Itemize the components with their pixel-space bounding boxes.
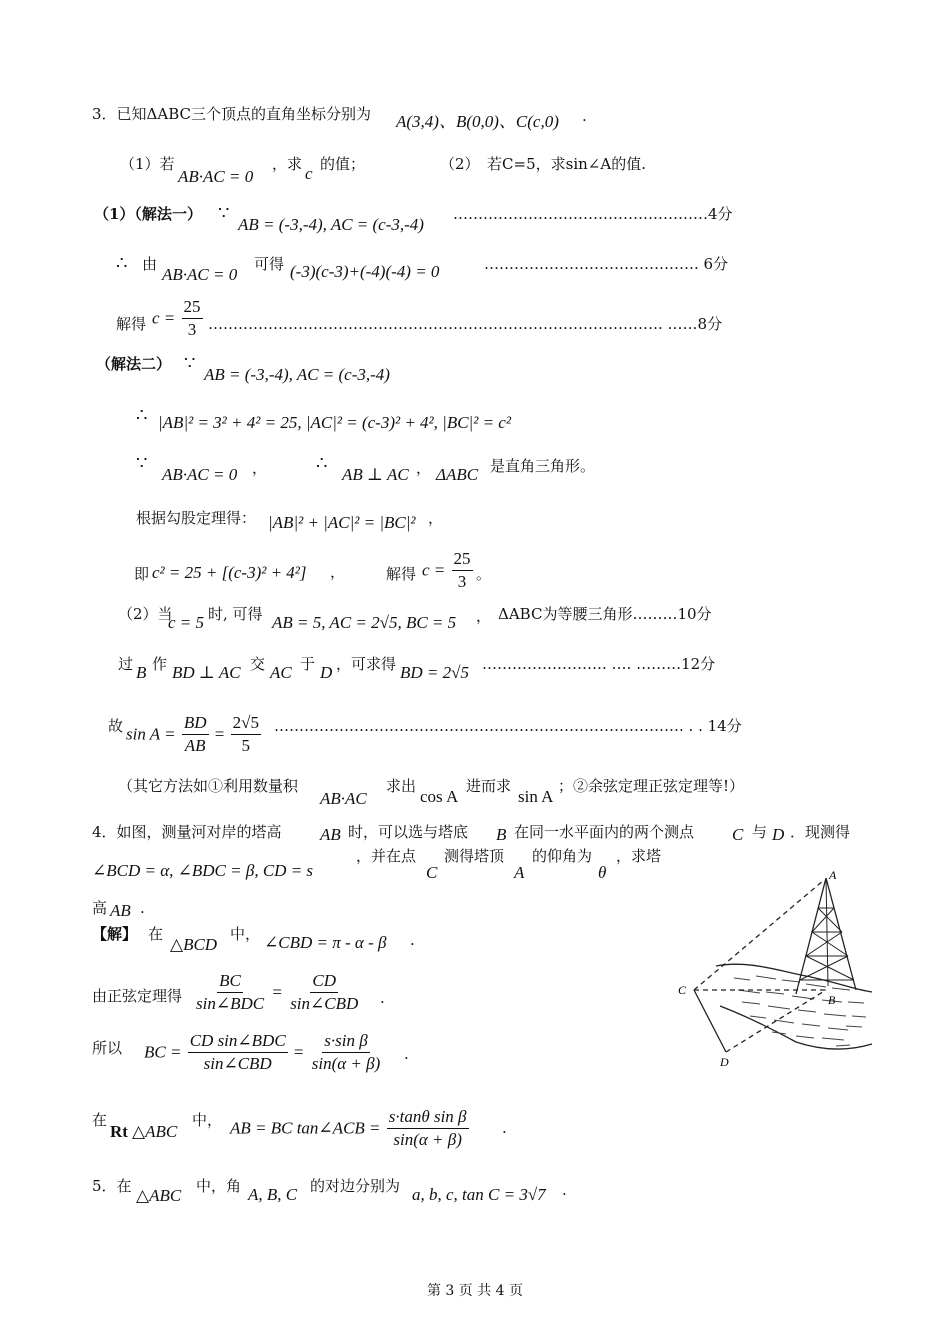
p3-note-d: ；②余弦定理正弦定理等!） bbox=[558, 777, 745, 795]
p3-part2-l3-lhs: sin A = bbox=[126, 724, 176, 744]
p3-note-b: 求出 bbox=[386, 777, 417, 795]
p4-A: A bbox=[514, 863, 525, 882]
p3-part2-l2-dots: ……………………. …. ………12分 bbox=[482, 655, 716, 673]
p3-q1-prefix: （1）若 bbox=[120, 155, 175, 173]
p4-s4-lhs: AB = BC tan∠ACB = bbox=[230, 1118, 381, 1138]
p3-q1-var: c bbox=[305, 164, 313, 183]
p4-s4-zhong: 中， bbox=[192, 1111, 223, 1129]
p4-s2-eq: = bbox=[272, 982, 282, 1002]
p3-note-m3: sin A bbox=[518, 787, 554, 806]
p4-s1-zhong: 中， bbox=[230, 925, 261, 943]
p3-part2-l2-text: ，可求得 bbox=[336, 655, 397, 673]
p4-C: C bbox=[732, 825, 744, 844]
p3-part2-l3-gu: 故 bbox=[108, 717, 124, 735]
p3-m2-line5-prefix: 即 bbox=[134, 565, 150, 583]
river-bank-far bbox=[716, 964, 872, 992]
p3-m1-line2-get: 可得 bbox=[254, 255, 285, 273]
p3-m2-line5-end: 。 bbox=[476, 565, 492, 583]
p3-m2-line4-end: ， bbox=[428, 509, 444, 527]
p3-part2-l2-jiao: 交 bbox=[250, 655, 266, 673]
p4-s4-m1: △ABC bbox=[132, 1122, 178, 1141]
therefore-symbol-2: ∴ bbox=[136, 405, 148, 426]
p5-stem: 5．在 bbox=[92, 1177, 132, 1195]
fig-label-A: A bbox=[829, 868, 837, 882]
p4-s2-end: . bbox=[380, 989, 385, 1007]
p4-s1-end: . bbox=[410, 931, 415, 949]
p4-s2-num1: BC bbox=[217, 970, 243, 993]
p4-stem: 4．如图，测量河对岸的塔高 bbox=[92, 823, 282, 841]
p5-m1: △ABC bbox=[136, 1186, 182, 1205]
p3-q1-end: 的值； bbox=[320, 155, 366, 173]
p4-t8: ，求塔 bbox=[616, 847, 662, 865]
p5-end: . bbox=[562, 1181, 567, 1199]
p3-m1-line3-num: 25 bbox=[182, 296, 203, 319]
p3-m2-line3-math3: ΔABC bbox=[436, 465, 479, 484]
p3-q1-mid: ，求 bbox=[272, 155, 303, 173]
p4-s3-den1: sin∠CBD bbox=[203, 1054, 272, 1073]
p4-s2-math bbox=[192, 970, 362, 1015]
p4-s3-eq: = bbox=[293, 1042, 304, 1062]
p3-note-a: （其它方法如①利用数量积 bbox=[118, 777, 299, 795]
p3-m2-line5-den: 3 bbox=[457, 572, 467, 591]
p3-m1-line3-lhs: c = bbox=[152, 308, 176, 328]
p3-part2-prefix: （2）当 bbox=[118, 605, 173, 623]
because-symbol: ∵ bbox=[218, 203, 230, 224]
p3-method1-label: （1）（解法一） bbox=[94, 205, 202, 223]
line-CD bbox=[694, 990, 726, 1052]
p3-part2-l2-m2: AC bbox=[270, 663, 292, 682]
p3-stem-end: . bbox=[582, 107, 587, 125]
p3-m2-line5-lhs: c = bbox=[422, 560, 446, 580]
p4-t3: 与 bbox=[752, 823, 768, 841]
p4-s3-den2: sin(α + β) bbox=[311, 1054, 381, 1073]
p3-part2-tail: ΔABC为等腰三角形………10分 bbox=[498, 605, 712, 623]
p4-solution-label: 【解】 bbox=[92, 925, 138, 943]
p3-part2-l3-den1: AB bbox=[184, 736, 206, 755]
p3-m2-line1-math: AB = (-3,-4), AC = (c-3,-4) bbox=[204, 365, 390, 384]
fig-label-B: B bbox=[828, 993, 836, 1007]
p4-AB2: AB bbox=[110, 901, 131, 920]
p4-t9: 高 bbox=[92, 899, 108, 917]
p3-m2-line2-math: |AB|² = 3² + 4² = 25, |AC|² = (c-3)² + 4², |BC|² = c² bbox=[158, 413, 511, 432]
p4-s3-end: . bbox=[404, 1045, 409, 1063]
p4-s2-den2: sin∠CBD bbox=[290, 994, 359, 1013]
p3-m2-line3-math1: AB·AC = 0 bbox=[162, 465, 238, 484]
p3-part2-l3-eq: = bbox=[214, 724, 225, 744]
p4-t7: 的仰角为 bbox=[532, 847, 593, 865]
p5-t1: 中，角 bbox=[196, 1177, 242, 1195]
p4-s2-den1: sin∠BDC bbox=[196, 994, 265, 1013]
p3-stem: 3．已知ΔABC三个顶点的直角坐标分别为 bbox=[92, 105, 371, 123]
p4-s4-in: 在 bbox=[92, 1111, 108, 1129]
p3-m1-line3-dots: ………………………………………………………………………………. ……8分 bbox=[208, 315, 723, 333]
p3-note-c: 进而求 bbox=[466, 777, 512, 795]
p3-m2-line5-num: 25 bbox=[452, 548, 473, 571]
p4-s4-math bbox=[230, 1106, 471, 1151]
p3-m2-line3-comma2: ， bbox=[416, 459, 432, 477]
p3-m2-line4-math: |AB|² + |AC|² = |BC|² bbox=[268, 513, 416, 532]
p3-m2-line3-math2: AB ⊥ AC bbox=[342, 465, 409, 484]
p3-m1-line2-by: 由 bbox=[142, 255, 158, 273]
because-symbol-2: ∵ bbox=[184, 353, 196, 374]
p4-t6: 测得塔顶 bbox=[444, 847, 505, 865]
p4-s3-math bbox=[144, 1030, 384, 1075]
p3-m2-line3-comma: ， bbox=[252, 459, 268, 477]
p4-t5: ，并在点 bbox=[356, 847, 417, 865]
p3-m1-line2-math1: AB·AC = 0 bbox=[162, 265, 238, 284]
because-symbol-3: ∵ bbox=[136, 453, 148, 474]
p4-s2-text: 由正弦定理得 bbox=[92, 987, 183, 1005]
p4-C2: C bbox=[426, 863, 438, 882]
fig-label-C: C bbox=[678, 983, 687, 997]
p4-s3-num1: CD sin∠BDC bbox=[188, 1030, 288, 1053]
p4-AB: AB bbox=[320, 825, 341, 844]
p4-s4-num: s·tanθ sin β bbox=[387, 1106, 469, 1129]
p3-m2-line5-solve: 解得 bbox=[386, 565, 417, 583]
p3-m1-line2-dots: ……………………………………. 6分 bbox=[484, 255, 729, 273]
p3-part2-l2-guo: 过 bbox=[118, 655, 134, 673]
p4-s3-text: 所以 bbox=[92, 1039, 123, 1057]
p3-m1-line1-dots: ……………………………………………4分 bbox=[453, 205, 733, 223]
p3-m1-line3-solve: 解得 bbox=[116, 315, 147, 333]
therefore-symbol-3: ∴ bbox=[316, 453, 328, 474]
p4-s1-m2: ∠CBD = π - α - β bbox=[264, 933, 387, 952]
p5-m3: a, b, c, tan C = 3√7 bbox=[412, 1185, 546, 1204]
p3-part2-math1: c = 5 bbox=[168, 613, 205, 632]
p5-m2: A, B, C bbox=[248, 1185, 298, 1204]
p3-part2-l2-zuo: 作 bbox=[152, 655, 168, 673]
p3-m1-line1-math: AB = (-3,-4), AC = (c-3,-4) bbox=[238, 215, 424, 234]
p3-q2: （2） 若C=5，求sin∠A的值. bbox=[440, 155, 646, 173]
p4-s4-rt: Rt bbox=[110, 1122, 128, 1141]
p4-theta: θ bbox=[598, 863, 607, 882]
page-footer: 第 3 页 共 4 页 bbox=[426, 1283, 524, 1299]
therefore-symbol: ∴ bbox=[116, 253, 128, 274]
p4-t2: 在同一水平面内的两个测点 bbox=[514, 823, 695, 841]
p3-part2-l3-num1: BD bbox=[182, 712, 209, 735]
line-CA bbox=[694, 880, 824, 990]
p3-m1-line3-fraction bbox=[152, 296, 205, 341]
p3-part2-l3-math bbox=[126, 712, 263, 757]
p3-m2-line5-math: c² = 25 + [(c-3)² + 4²] bbox=[152, 563, 307, 582]
p3-part2-text: 时, 可得 bbox=[208, 605, 263, 623]
p4-s3-num2: s·sin β bbox=[322, 1030, 369, 1053]
p4-s4-end: . bbox=[502, 1119, 507, 1137]
p3-part2-l3-dots: ………………………………………………………………………. . . 14分 bbox=[274, 717, 742, 735]
p3-m1-line3-den: 3 bbox=[187, 320, 197, 339]
p3-note-m2: cos A bbox=[420, 787, 459, 806]
p3-part2-end: ， bbox=[476, 607, 492, 625]
p3-m2-line5-fraction bbox=[422, 548, 475, 593]
p3-m2-line3-text: 是直角三角形。 bbox=[490, 457, 596, 475]
p3-part2-math2: AB = 5, AC = 2√5, BC = 5 bbox=[272, 613, 457, 632]
p3-m2-line5-comma: ， bbox=[330, 563, 346, 581]
p4-B: B bbox=[496, 825, 507, 844]
p4-t1: 时，可以选与塔底 bbox=[348, 823, 469, 841]
p4-t4: ．现测得 bbox=[790, 823, 851, 841]
fig-label-D: D bbox=[720, 1055, 729, 1069]
p3-note-m1: AB·AC bbox=[320, 789, 367, 808]
p3-part2-l3-num2: 2√5 bbox=[231, 712, 261, 735]
p4-given: ∠BCD = α, ∠BDC = β, CD = s bbox=[92, 861, 314, 880]
line-DB bbox=[726, 990, 826, 1052]
p3-part2-l2-m4: BD = 2√5 bbox=[400, 663, 469, 682]
tower-river-figure bbox=[676, 866, 880, 1078]
p3-m2-line4-text: 根据勾股定理得： bbox=[136, 509, 257, 527]
p3-q1-math: AB·AC = 0 bbox=[178, 167, 254, 186]
p5-t2: 的对边分别为 bbox=[310, 1177, 401, 1195]
p3-part2-l2-m1: BD ⊥ AC bbox=[172, 663, 241, 682]
p3-stem-math: A(3,4)、B(0,0)、C(c,0) bbox=[396, 112, 559, 131]
p3-part2-l2-m3: D bbox=[320, 663, 333, 682]
p3-part2-l2-yu: 于 bbox=[300, 655, 316, 673]
p4-s3-lhs: BC = bbox=[144, 1042, 182, 1062]
p3-m1-line2-math2: (-3)(c-3)+(-4)(-4) = 0 bbox=[290, 262, 440, 281]
river-bank-near bbox=[720, 1006, 872, 1049]
p3-part2-l2-B: B bbox=[136, 663, 147, 682]
p4-D: D bbox=[772, 825, 785, 844]
p4-s1-in: 在 bbox=[148, 925, 164, 943]
p3-method2-label: （解法二） bbox=[96, 355, 172, 373]
p4-s2-num2: CD bbox=[310, 970, 338, 993]
p4-s4-den: sin(α + β) bbox=[393, 1130, 462, 1149]
p3-part2-l3-den2: 5 bbox=[241, 736, 251, 755]
p4-s1-m1: △BCD bbox=[170, 935, 218, 954]
p4-t9-end: . bbox=[140, 899, 145, 917]
